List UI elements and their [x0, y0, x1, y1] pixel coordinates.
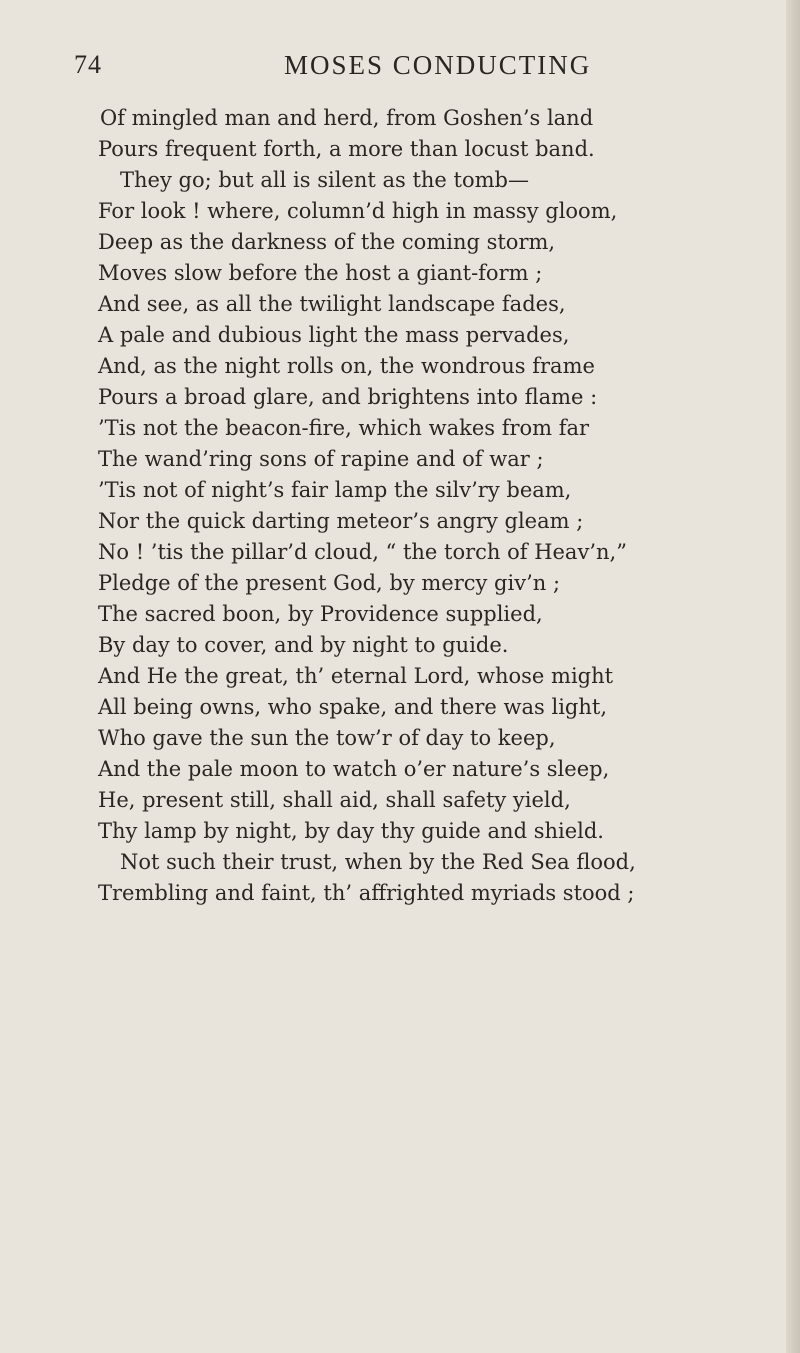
poem-line: The sacred boon, by Providence supplied, — [98, 602, 543, 626]
poem-line: Thy lamp by night, by day thy guide and shield. — [98, 819, 604, 843]
page-header — [74, 46, 760, 86]
poem-line: Deep as the darkness of the coming storm, — [98, 230, 556, 254]
poem-line: And the pale moon to watch o’er nature’s sleep, — [98, 757, 610, 781]
poem-line: A pale and dubious light the mass pervades, — [98, 323, 570, 347]
poem-line: No ! ’tis the pillar’d cloud, “ the torch of Heav’n,” — [98, 540, 627, 564]
poem-line: For look ! where, column’d high in massy gloom, — [98, 199, 618, 223]
poem-line: Pledge of the present God, by mercy giv’n ; — [98, 571, 561, 595]
page-number: 74 — [74, 50, 102, 79]
poem-line: Moves slow before the host a giant-form ; — [98, 261, 543, 285]
poem-line: Trembling and faint, th’ affrighted myriads stood ; — [98, 881, 635, 905]
poem-line: ’Tis not of night’s fair lamp the silv’ry beam, — [98, 478, 572, 502]
poem-line: The wand’ring sons of rapine and of war ; — [98, 447, 544, 471]
poem-line: They go; but all is silent as the tomb— — [120, 168, 529, 192]
poem-line: By day to cover, and by night to guide. — [98, 633, 509, 657]
poem-line: And, as the night rolls on, the wondrous frame — [98, 354, 595, 378]
poem-line: All being owns, who spake, and there was light, — [98, 695, 607, 719]
poem-line: Of mingled man and herd, from Goshen’s land — [100, 106, 594, 130]
poem-line: ’Tis not the beacon-fire, which wakes from far — [98, 416, 590, 440]
running-head: MOSES CONDUCTING — [284, 50, 592, 80]
poem-line: He, present still, shall aid, shall safety yield, — [98, 788, 571, 812]
poem-line: Pours a broad glare, and brightens into flame : — [98, 385, 598, 409]
poem-line: Who gave the sun the tow’r of day to keep, — [98, 726, 556, 750]
page-edge — [786, 0, 800, 1353]
poem-line: And He the great, th’ eternal Lord, whose might — [98, 664, 614, 688]
poem-line: And see, as all the twilight landscape fades, — [98, 292, 566, 316]
poem-line: Not such their trust, when by the Red Sea flood, — [120, 850, 636, 874]
poem-line: Nor the quick darting meteor’s angry gleam ; — [98, 509, 584, 533]
poem-line: Pours frequent forth, a more than locust band. — [98, 137, 595, 161]
